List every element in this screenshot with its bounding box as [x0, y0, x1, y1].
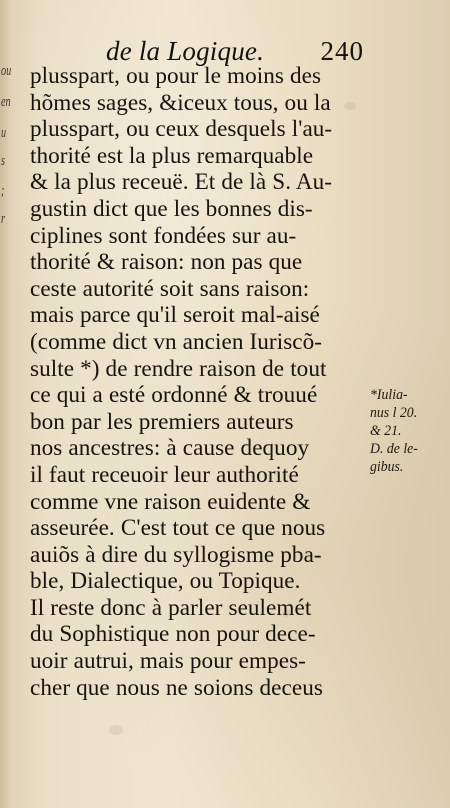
text-line: ble, Dialectique, ou Topique.: [30, 568, 301, 595]
margin-note-line: *Iulia-: [370, 387, 408, 403]
text-line: ce qui a esté ordonné & trouué: [30, 382, 318, 409]
text-line: du Sophistique non pour dece-: [30, 621, 316, 648]
text-line: gustin dict que les bonnes dis-: [30, 195, 313, 222]
text-line: & la plus receuë. Et de là S. Au-: [30, 169, 333, 196]
text-line: mais parce qu'il seroit mal-aisé: [30, 302, 320, 329]
text-line: hõmes sages, &iceux tous, ou la: [30, 89, 331, 116]
text-line: uoir autrui, mais pour empes-: [30, 648, 306, 675]
text-line: cher que nous ne soions deceus: [30, 674, 323, 701]
paper-speck: [109, 725, 123, 735]
adjacent-page-fragment-line: en: [1, 94, 11, 110]
text-line: ceste autorité soit sans raison:: [30, 275, 310, 302]
margin-note-line: gibus.: [370, 459, 404, 475]
text-line: comme vne raison euidente &: [30, 488, 311, 515]
body-text: [30, 63, 370, 701]
margin-note: [370, 386, 448, 480]
text-line: bon par les premiers auteurs: [30, 408, 294, 435]
text-line: sulte *) de rendre raison de tout: [30, 355, 327, 382]
margin-note-line: & 21.: [370, 423, 402, 439]
page-number: 240: [320, 36, 364, 66]
text-line: (comme dict vn ancien Iuriscõ-: [30, 328, 323, 355]
paper-speck: [283, 610, 292, 617]
paper-speck: [344, 102, 356, 110]
margin-note-line: D. de le-: [370, 441, 418, 457]
text-line: thorité & raison: non pas que: [30, 249, 303, 276]
adjacent-page-fragment-line: r: [1, 211, 5, 227]
adjacent-page-fragment-line: ou: [1, 63, 12, 79]
text-line: thorité est la plus remarquable: [30, 142, 314, 169]
text-line: plusspart, ou pour le moins des: [30, 63, 322, 89]
adjacent-page-fragment: [0, 0, 16, 808]
text-line: Il reste donc à parler seulemét: [30, 594, 312, 621]
text-line: auiõs à dire du syllogisme pba-: [30, 541, 322, 568]
text-line: il faut receuoir leur authorité: [30, 461, 299, 488]
running-title: de la Logique.: [106, 36, 265, 66]
margin-note-line: nus l 20.: [370, 405, 418, 421]
text-line: nos ancestres: à cause dequoy: [30, 435, 310, 462]
adjacent-page-fragment-line: u: [1, 125, 7, 141]
adjacent-page-fragment-line: ;: [1, 183, 5, 199]
text-line: plusspart, ou ceux desquels l'au-: [30, 116, 333, 143]
text-line: asseurée. C'est tout ce que nous: [30, 515, 326, 542]
text-line: ciplines sont fondées sur au-: [30, 222, 297, 249]
adjacent-page-fragment-line: s: [1, 153, 5, 169]
